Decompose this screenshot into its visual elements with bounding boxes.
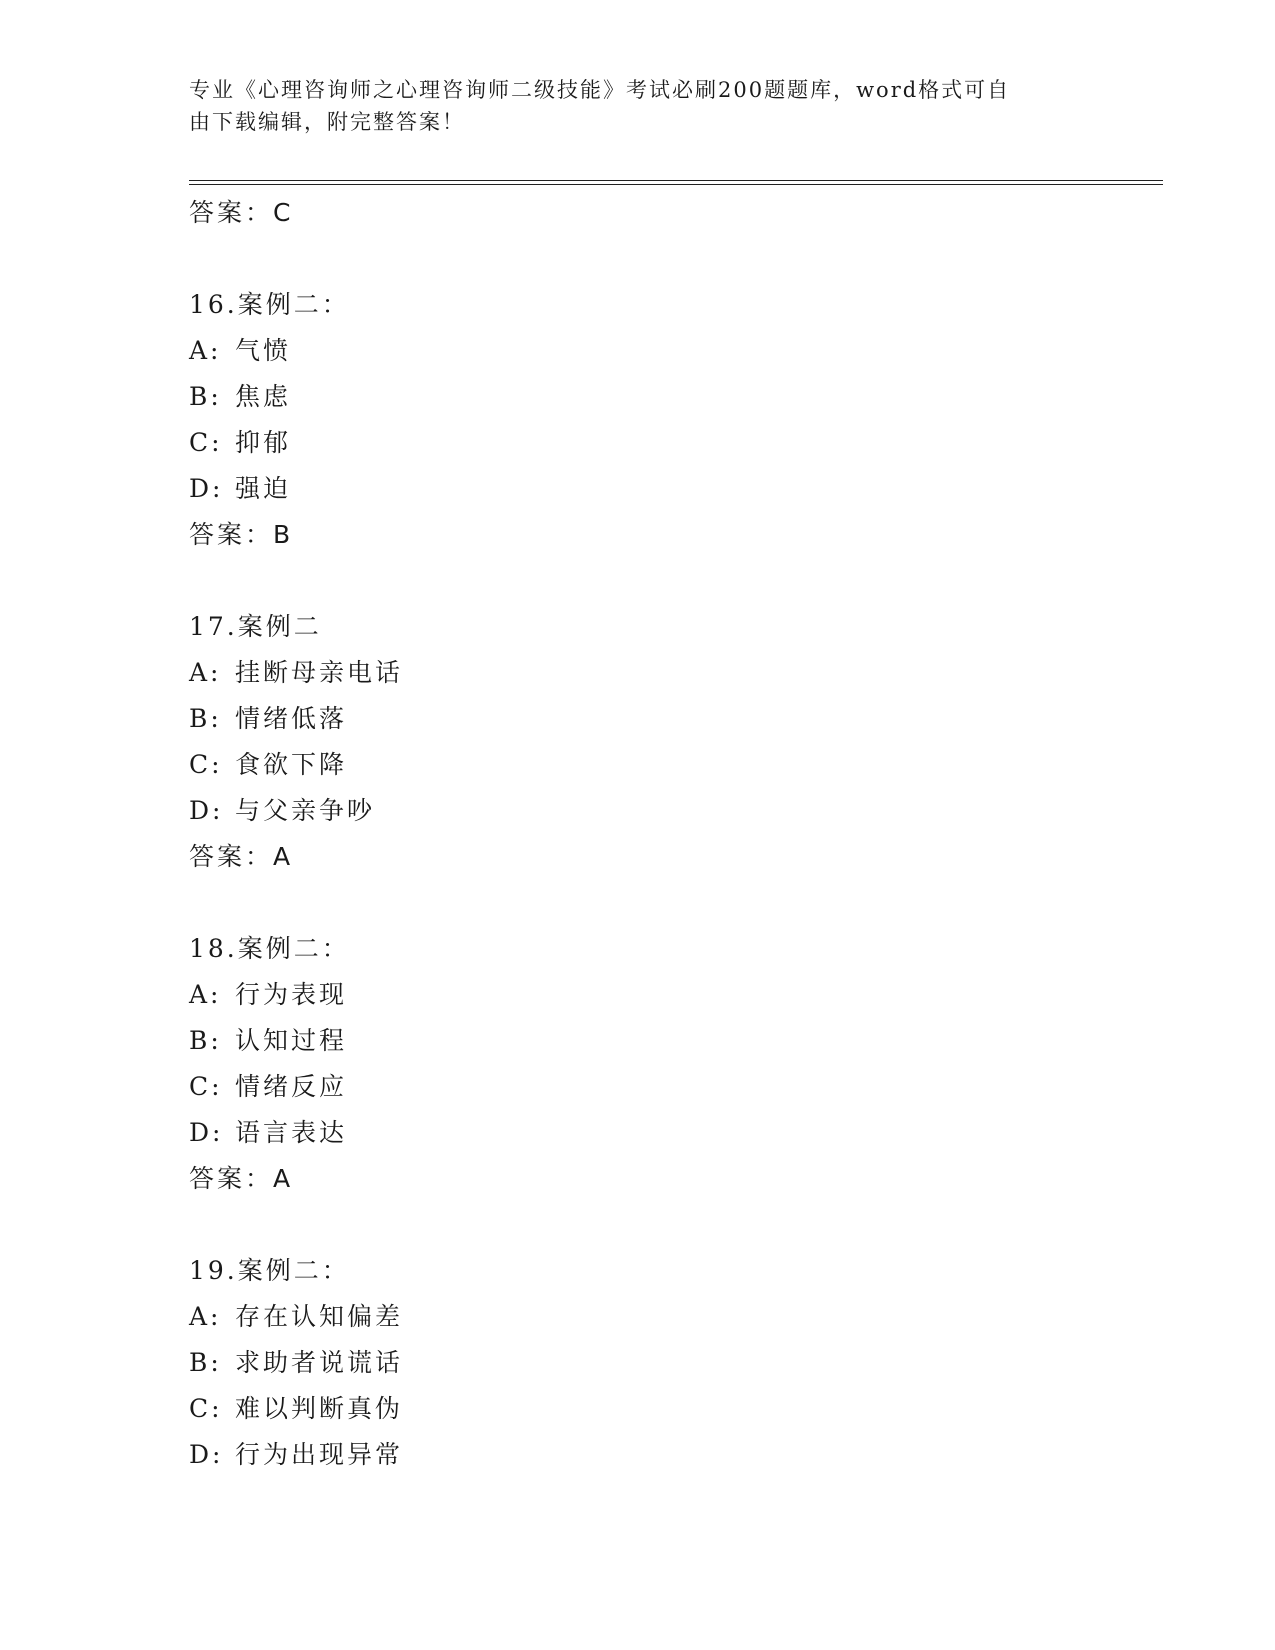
question-option bbox=[189, 466, 1149, 512]
header-line-2: 由下载编辑，附完整答案！ bbox=[189, 110, 465, 134]
question-option bbox=[189, 1110, 1149, 1156]
option-key: A: bbox=[189, 1302, 222, 1331]
question-stem: 16.案例二： bbox=[189, 290, 350, 319]
option-text: 气愤 bbox=[235, 336, 292, 365]
question-stem: 18.案例二： bbox=[189, 934, 350, 963]
question-option bbox=[189, 788, 1149, 834]
option-text: 行为表现 bbox=[235, 980, 348, 1009]
answer-line: 答案：B bbox=[189, 520, 294, 549]
question-option bbox=[189, 1018, 1149, 1064]
question-option bbox=[189, 696, 1149, 742]
option-key: B: bbox=[189, 1026, 222, 1055]
question-stem: 19.案例二： bbox=[189, 1256, 350, 1285]
question-option bbox=[189, 328, 1149, 374]
question-option bbox=[189, 650, 1149, 696]
option-text: 难以判断真伪 bbox=[235, 1394, 404, 1423]
option-key: A: bbox=[189, 658, 222, 687]
option-text: 情绪低落 bbox=[235, 704, 348, 733]
option-key: C: bbox=[189, 1394, 223, 1423]
question-block bbox=[189, 282, 1149, 558]
option-text: 情绪反应 bbox=[235, 1072, 348, 1101]
option-text: 强迫 bbox=[235, 474, 292, 503]
question-list bbox=[189, 190, 1149, 1478]
option-key: C: bbox=[189, 428, 223, 457]
option-key: D: bbox=[189, 474, 224, 503]
question-option bbox=[189, 742, 1149, 788]
option-text: 行为出现异常 bbox=[235, 1440, 404, 1469]
option-text: 食欲下降 bbox=[235, 750, 348, 779]
header-divider-top bbox=[189, 180, 1163, 181]
option-text: 存在认知偏差 bbox=[235, 1302, 404, 1331]
question-option bbox=[189, 1064, 1149, 1110]
header-line-1: 专业《心理咨询师之心理咨询师二级技能》考试必刷200题题库，word格式可自 bbox=[189, 78, 1011, 102]
option-key: D: bbox=[189, 796, 224, 825]
header-divider-bottom bbox=[189, 184, 1163, 185]
answer-line: 答案：A bbox=[189, 1164, 294, 1193]
question-option bbox=[189, 1386, 1149, 1432]
option-text: 焦虑 bbox=[235, 382, 292, 411]
question-option bbox=[189, 374, 1149, 420]
document-header bbox=[189, 74, 1089, 138]
option-key: C: bbox=[189, 750, 223, 779]
answer-line: 答案：A bbox=[189, 842, 294, 871]
option-text: 认知过程 bbox=[235, 1026, 348, 1055]
option-text: 抑郁 bbox=[235, 428, 292, 457]
option-text: 挂断母亲电话 bbox=[235, 658, 404, 687]
option-key: D: bbox=[189, 1440, 224, 1469]
question-block bbox=[189, 926, 1149, 1202]
option-key: C: bbox=[189, 1072, 223, 1101]
question-block bbox=[189, 1248, 1149, 1478]
option-key: B: bbox=[189, 382, 222, 411]
question-block bbox=[189, 604, 1149, 880]
option-key: A: bbox=[189, 980, 222, 1009]
answer-line: 答案：C bbox=[189, 198, 294, 227]
question-option bbox=[189, 972, 1149, 1018]
option-key: D: bbox=[189, 1118, 224, 1147]
option-key: B: bbox=[189, 1348, 222, 1377]
option-text: 求助者说谎话 bbox=[235, 1348, 404, 1377]
question-option bbox=[189, 1340, 1149, 1386]
option-text: 语言表达 bbox=[235, 1118, 348, 1147]
question-stem: 17.案例二 bbox=[189, 612, 322, 641]
option-key: B: bbox=[189, 704, 222, 733]
question-option bbox=[189, 420, 1149, 466]
option-key: A: bbox=[189, 336, 222, 365]
question-option bbox=[189, 1432, 1149, 1478]
option-text: 与父亲争吵 bbox=[235, 796, 376, 825]
question-option bbox=[189, 1294, 1149, 1340]
